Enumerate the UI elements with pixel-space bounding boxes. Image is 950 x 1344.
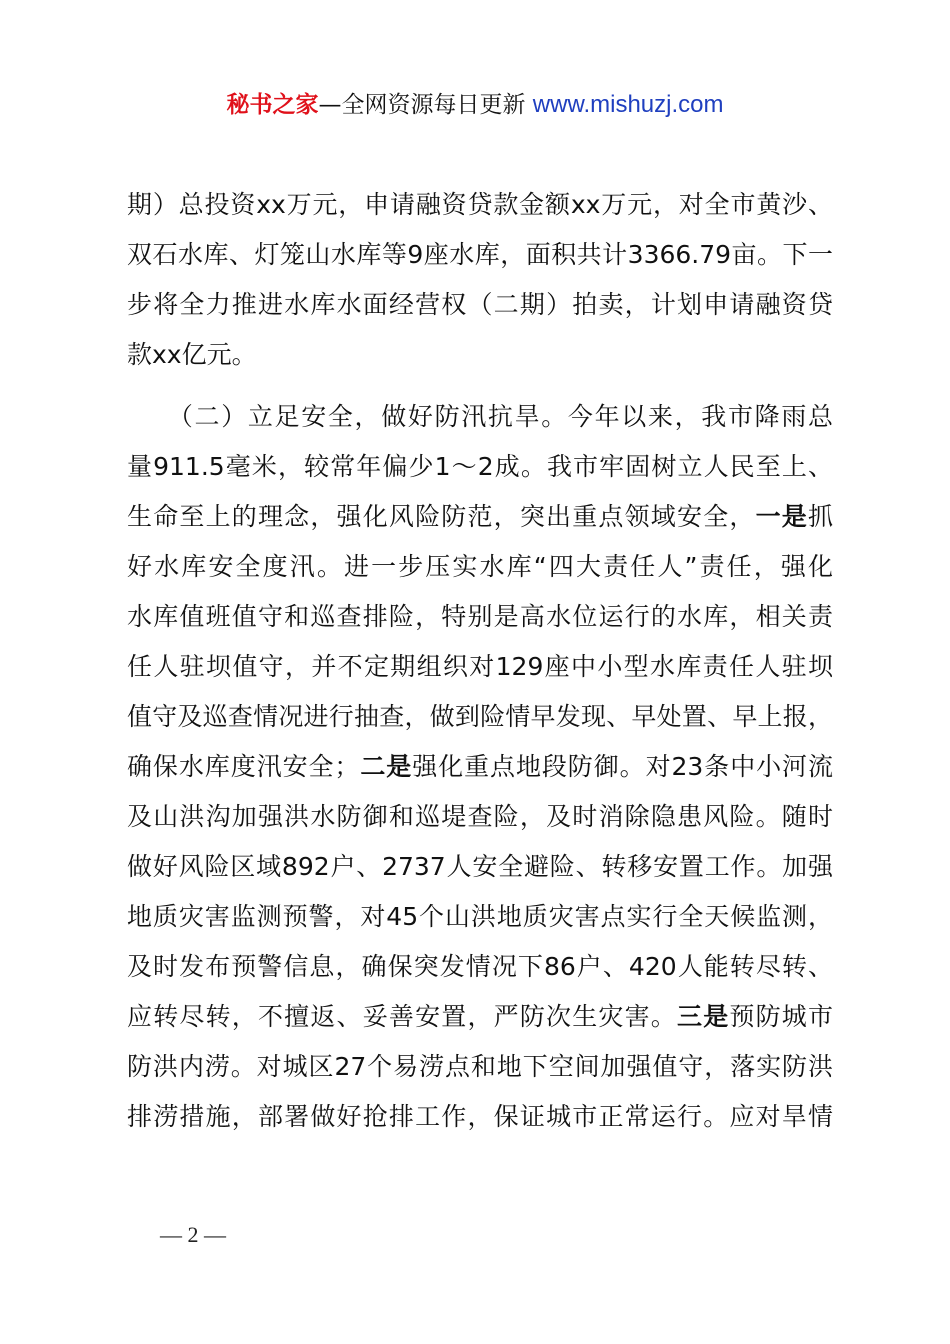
- bold-marker-one: 一是: [755, 502, 808, 531]
- bold-marker-two: 二是: [359, 752, 413, 781]
- text-line: 步将全力推进水库水面经营权（二期）拍卖，计划申请融资贷: [127, 290, 833, 319]
- text-line: 好水库安全度汛。进一步压实水库“四大责任人”责任，强化: [127, 552, 833, 581]
- text-line: [127, 992, 833, 1042]
- text-line: 款xx亿元。: [127, 340, 257, 369]
- text-line: [127, 492, 833, 542]
- text-line: 任人驻坝值守，并不定期组织对129座中小型水库责任人驻坝: [127, 652, 833, 681]
- text-run: 应转尽转，不擅返、妥善安置，严防次生灾害。: [127, 1002, 678, 1031]
- text-line: [127, 742, 833, 792]
- paragraph-gap: [127, 380, 833, 392]
- text-run: 抓: [807, 502, 833, 531]
- text-run: 确保水库度汛安全；: [127, 752, 360, 781]
- text-line: 做好风险区域892户、2737人安全避险、转移安置工作。加强: [127, 852, 833, 881]
- bold-marker-three: 三是: [677, 1002, 730, 1031]
- text-line: 防洪内涝。对城区27个易涝点和地下空间加强值守，落实防洪: [127, 1052, 833, 1081]
- text-line: 值守及巡查情况进行抽查，做到险情早发现、早处置、早上报，: [127, 702, 833, 731]
- text-line: 地质灾害监测预警，对45个山洪地质灾害点实行全天候监测，: [127, 902, 833, 931]
- page-number: — 2 —: [160, 1222, 226, 1247]
- text-run: 生命至上的理念，强化风险防范，突出重点领域安全，: [127, 502, 756, 531]
- text-line: （二）立足安全，做好防汛抗旱。今年以来，我市降雨总: [127, 402, 833, 431]
- text-line: 排涝措施，部署做好抢排工作，保证城市正常运行。应对旱情: [127, 1102, 833, 1131]
- text-line: 及时发布预警信息，确保突发情况下86户、420人能转尽转、: [127, 952, 833, 981]
- header-url-link[interactable]: www.mishuzj.com: [532, 91, 724, 118]
- text-line: 及山洪沟加强洪水防御和巡堤查险，及时消除隐患风险。随时: [127, 802, 833, 831]
- text-run: 强化重点地段防御。对23条中小河流: [412, 752, 833, 781]
- page-header: [0, 88, 950, 122]
- text-line: 量911.5毫米，较常年偏少1～2成。我市牢固树立人民至上、: [127, 452, 833, 481]
- header-brand: 秘书之家: [226, 92, 319, 118]
- header-slogan: —全网资源每日更新: [318, 92, 533, 118]
- document-body: [127, 180, 833, 1142]
- text-line: 期）总投资xx万元，申请融资贷款金额xx万元，对全市黄沙、: [127, 190, 833, 219]
- text-line: 双石水库、灯笼山水库等9座水库，面积共计3366.79亩。下一: [127, 240, 833, 269]
- text-run: 预防城市: [729, 1002, 833, 1031]
- paragraph-2: [127, 392, 833, 1142]
- text-line: 水库值班值守和巡查排险，特别是高水位运行的水库，相关责: [127, 602, 833, 631]
- paragraph-1: [127, 180, 833, 380]
